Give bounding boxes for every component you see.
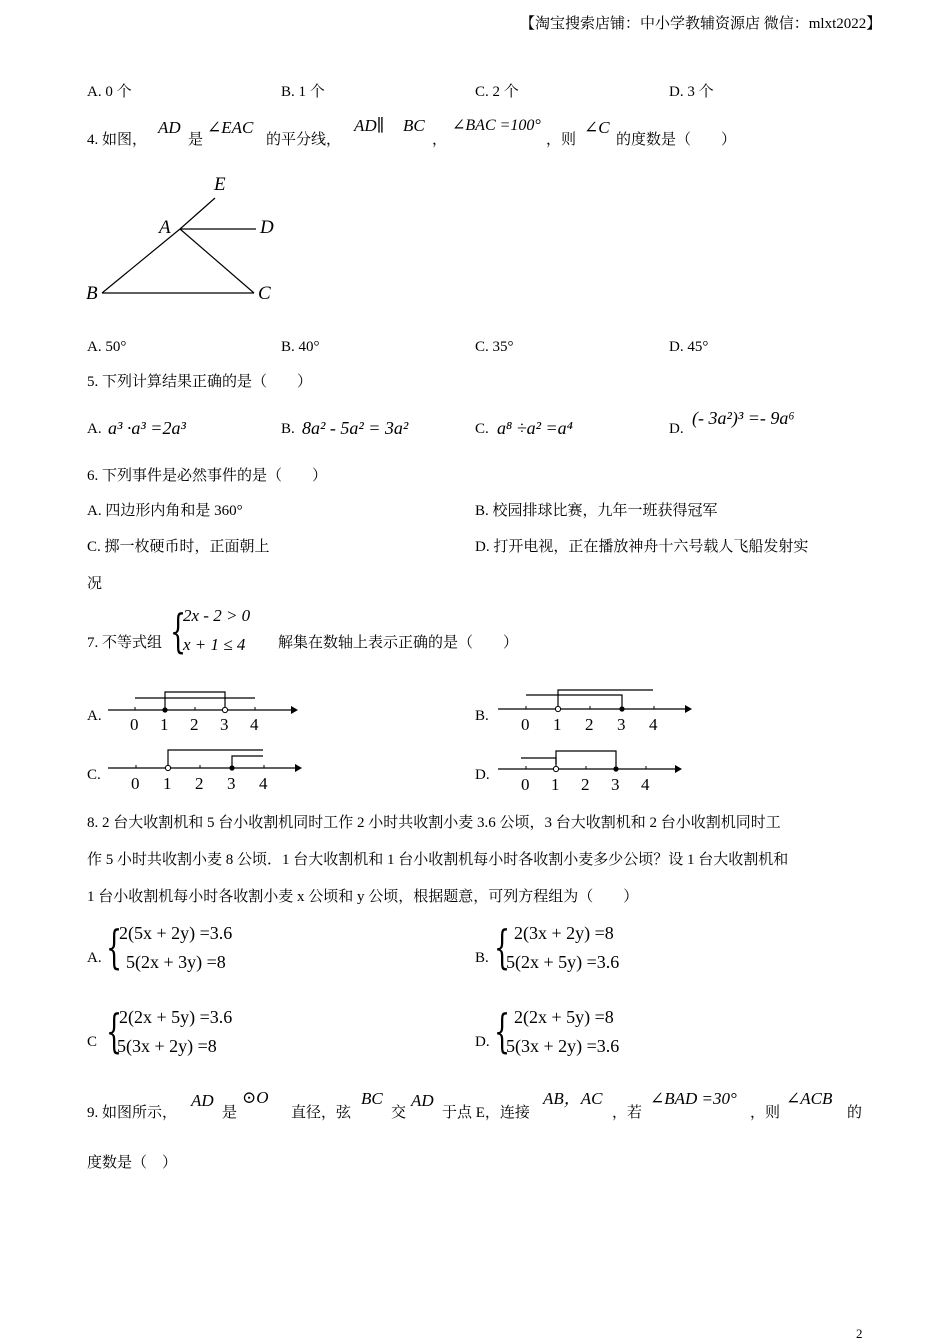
q7-a-tick-3: 3 (220, 715, 229, 734)
q4-option-b: B. 40° (281, 339, 320, 355)
q7-b-tick-2: 2 (585, 715, 594, 734)
q9-line-2: 度数是（ ） (87, 1155, 178, 1171)
q9-ruo: ，若 (612, 1105, 643, 1121)
q9-bc: BC (361, 1089, 383, 1108)
q9-circle-o: ⊙O (242, 1088, 269, 1107)
q6-option-b: B. 校园排球比赛，九年一班获得冠军 (475, 503, 718, 519)
q6-option-c: C. 掷一枚硬币时，正面朝上 (87, 539, 270, 555)
q7-b-tick-0: 0 (521, 715, 530, 734)
q7-c-number-line (105, 744, 305, 794)
q7-d-number-line (495, 744, 690, 794)
label-c: C (258, 283, 271, 304)
segment-ac (180, 229, 254, 293)
q3-option-a: A. 0 个 (87, 84, 132, 100)
q8-b-brace: { (494, 920, 511, 974)
q8-line-1: 8. 2 台大收割机和 5 台小收割机同时工作 2 小时共收割小麦 3.6 公顷，3 台大收割机和 2 台小收割机同时工 (87, 815, 781, 831)
q9-jiao: 交 (391, 1105, 407, 1121)
q7-d-tick-1: 1 (551, 775, 560, 794)
q7-c-tick-3: 3 (227, 774, 236, 793)
ray-ae (180, 198, 215, 229)
q4-degree-question: 的度数是（ ） (616, 132, 737, 148)
q4-angle-bac: ∠BAC =100° (452, 117, 541, 134)
q8-line-3: 1 台小收割机每小时各收割小麦 x 公顷和 y 公顷，根据题意，可列方程组为（ ） (87, 889, 639, 905)
q6-option-d: D. 打开电视，正在播放神舟十六号载人飞船发射实 (475, 539, 809, 555)
q8-d-brace: { (494, 1004, 511, 1058)
q5-b-expr: 8a² - 5a² = 3a² (302, 418, 409, 438)
q9-diameter: 直径，弦 (291, 1105, 352, 1121)
q7-b-tick-4: 4 (649, 715, 658, 734)
q7-a-number-line (105, 686, 300, 736)
q9-ad: AD (191, 1091, 214, 1110)
q8-c-label: C (87, 1034, 98, 1050)
q7-suffix: 解集在数轴上表示正确的是（ ） (278, 635, 519, 651)
header-banner: 【淘宝搜索店铺：中小学教辅资源店 微信：mlxt2022】 (520, 16, 882, 32)
q7-d-tick-2: 2 (581, 775, 590, 794)
q7-brace: { (170, 604, 187, 658)
q7-c-tick-0: 0 (131, 774, 140, 793)
q7-a-tick-1: 1 (160, 715, 169, 734)
q8-c-eq2: 5(3x + 2y) =8 (117, 1036, 217, 1056)
label-d: D (260, 217, 274, 238)
q7-inequality-1: 2x - 2 > 0 (183, 606, 251, 625)
q3-option-c: C. 2 个 (475, 84, 519, 100)
q5-b-label: B. (281, 421, 295, 437)
q8-d-eq2: 5(3x + 2y) =3.6 (506, 1036, 620, 1056)
q3-option-d: D. 3 个 (669, 84, 714, 100)
q6-stem: 6. 下列事件是必然事件的是（ ） (87, 468, 328, 484)
q7-a-tick-2: 2 (190, 715, 199, 734)
q7-d-label: D. (475, 767, 490, 783)
q8-b-eq1: 2(3x + 2y) =8 (514, 923, 614, 943)
q7-c-tick-1: 1 (163, 774, 172, 793)
q9-then: ，则 (750, 1105, 781, 1121)
q8-b-eq2: 5(2x + 5y) =3.6 (506, 952, 620, 972)
q5-d-label: D. (669, 421, 684, 437)
q8-a-eq2: 5(2x + 3y) =8 (126, 952, 226, 972)
q8-line-2: 作 5 小时共收割小麦 8 公顷．1 台大收割机和 1 台小收割机每小时各收割小麦多少公顷？设 1 台大收割机和 (87, 852, 789, 868)
q7-b-number-line (495, 684, 695, 734)
q7-c-tick-2: 2 (195, 774, 204, 793)
q9-angle-bad: ∠BAD =30° (650, 1089, 737, 1108)
q9-shi: 是 (222, 1105, 238, 1121)
q7-a-label: A. (87, 708, 102, 724)
q4-option-a: A. 50° (87, 339, 127, 355)
q7-prefix: 7. 不等式组 (87, 635, 163, 651)
q4-bc: BC (403, 116, 425, 135)
q4-triangle-figure (80, 168, 300, 308)
q4-bisector: 的平分线， (266, 132, 342, 148)
q5-a-label: A. (87, 421, 102, 437)
q4-comma: ， (432, 132, 448, 148)
page-number: 2 (856, 1326, 863, 1341)
q7-a-tick-0: 0 (130, 715, 139, 734)
q4-angle-eac: ∠EAC (207, 118, 254, 137)
q9-ab-ac: AB，AC (543, 1089, 603, 1108)
q3-option-b: B. 1 个 (281, 84, 325, 100)
q8-a-brace: { (106, 920, 123, 974)
q7-d-tick-3: 3 (611, 775, 620, 794)
q5-stem: 5. 下列计算结果正确的是（ ） (87, 374, 313, 390)
q4-angle-c: ∠C (584, 118, 610, 137)
q8-d-eq1: 2(2x + 5y) =8 (514, 1007, 614, 1027)
q7-b-tick-1: 1 (553, 715, 562, 734)
q8-a-label: A. (87, 950, 102, 966)
q5-c-expr: a⁸ ÷a² =a⁴ (497, 418, 573, 438)
q9-prefix: 9. 如图所示， (87, 1105, 178, 1121)
q5-c-label: C. (475, 421, 489, 437)
q4-option-d: D. 45° (669, 339, 709, 355)
q9-de: 的 (847, 1105, 863, 1121)
q4-then: ，则 (546, 132, 577, 148)
label-b: B (86, 283, 98, 304)
q7-c-label: C. (87, 767, 101, 783)
q9-angle-acb: ∠ACB (786, 1089, 833, 1108)
q4-option-c: C. 35° (475, 339, 514, 355)
q8-a-eq1: 2(5x + 2y) =3.6 (119, 923, 233, 943)
q7-b-tick-3: 3 (617, 715, 626, 734)
q6-option-d-continued: 况 (87, 576, 103, 592)
q7-b-label: B. (475, 708, 489, 724)
q6-option-a: A. 四边形内角和是 360° (87, 503, 243, 519)
segment-ab (102, 229, 180, 293)
q7-inequality-2: x + 1 ≤ 4 (183, 635, 246, 654)
label-a: A (159, 217, 171, 238)
q4-number: 4. 如图， (87, 132, 148, 148)
q4-ad: AD (158, 118, 181, 137)
q5-d-expr: (- 3a²)³ =- 9a⁶ (692, 408, 795, 428)
label-e: E (214, 174, 226, 195)
q8-c-eq1: 2(2x + 5y) =3.6 (119, 1007, 233, 1027)
q5-a-expr: a³ ·a³ =2a³ (108, 418, 186, 438)
q8-b-label: B. (475, 950, 489, 966)
q8-c-brace: { (106, 1004, 123, 1058)
q4-shi: 是 (188, 132, 204, 148)
q9-point-e: 于点 E，连接 (442, 1105, 530, 1121)
q9-ad-2: AD (411, 1091, 434, 1110)
q4-ad-parallel: AD∥ (354, 116, 385, 135)
q7-a-tick-4: 4 (250, 715, 259, 734)
q8-d-label: D. (475, 1034, 490, 1050)
q7-d-tick-4: 4 (641, 775, 650, 794)
q7-d-tick-0: 0 (521, 775, 530, 794)
q7-c-tick-4: 4 (259, 774, 268, 793)
